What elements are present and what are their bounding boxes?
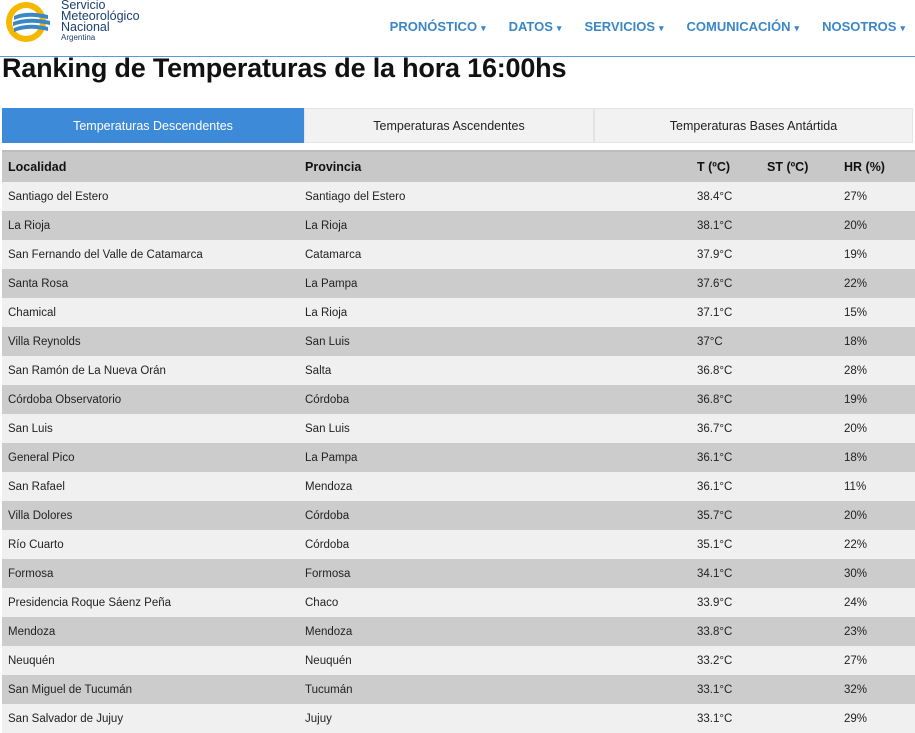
- logo-line-1: Servicio: [61, 0, 106, 12]
- provincia-cell: San Luis: [299, 414, 691, 443]
- localidad-cell: Formosa: [2, 559, 299, 588]
- provincia-cell: Córdoba: [299, 530, 691, 559]
- temperatura-cell: 36.8°C: [691, 356, 761, 385]
- tab-ascendentes[interactable]: Temperaturas Ascendentes: [304, 108, 594, 143]
- table-row: [2, 501, 915, 530]
- nav-servicios-label: SERVICIOS: [584, 19, 655, 34]
- sensacion-cell: [761, 443, 838, 472]
- temperatura-cell: 33.9°C: [691, 588, 761, 617]
- humedad-cell: 19%: [838, 240, 915, 269]
- provincia-cell: La Pampa: [299, 443, 691, 472]
- provincia-cell: Córdoba: [299, 385, 691, 414]
- table-row: [2, 530, 915, 559]
- col-header-sensacion[interactable]: ST (ºC): [761, 151, 838, 182]
- provincia-cell: La Pampa: [299, 269, 691, 298]
- table-row: [2, 588, 915, 617]
- humedad-cell: 20%: [838, 414, 915, 443]
- humedad-cell: 24%: [838, 588, 915, 617]
- humedad-cell: 18%: [838, 327, 915, 356]
- temperatura-cell: 38.4°C: [691, 182, 761, 211]
- sensacion-cell: [761, 414, 838, 443]
- localidad-cell: Río Cuarto: [2, 530, 299, 559]
- sensacion-cell: [761, 269, 838, 298]
- smn-logo[interactable]: [4, 0, 164, 44]
- table-header-row: [2, 151, 915, 182]
- localidad-cell: Presidencia Roque Sáenz Peña: [2, 588, 299, 617]
- localidad-cell: Mendoza: [2, 617, 299, 646]
- col-header-temperatura[interactable]: T (ºC): [691, 151, 761, 182]
- ranking-table-wrapper: [2, 150, 913, 733]
- ranking-tabs: [2, 108, 913, 144]
- sensacion-cell: [761, 617, 838, 646]
- chevron-down-icon: ▾: [481, 23, 486, 33]
- main-nav: [367, 19, 905, 34]
- table-row: [2, 385, 915, 414]
- provincia-cell: Catamarca: [299, 240, 691, 269]
- provincia-cell: Chaco: [299, 588, 691, 617]
- provincia-cell: Neuquén: [299, 646, 691, 675]
- nav-pronostico-label: PRONÓSTICO: [389, 19, 478, 34]
- humedad-cell: 27%: [838, 182, 915, 211]
- temperatura-cell: 33.2°C: [691, 646, 761, 675]
- table-row: [2, 704, 915, 733]
- humedad-cell: 11%: [838, 472, 915, 501]
- nav-datos-label: DATOS: [508, 19, 553, 34]
- table-body: [2, 182, 915, 733]
- nav-pronostico[interactable]: [390, 19, 486, 34]
- provincia-cell: Córdoba: [299, 501, 691, 530]
- provincia-cell: Mendoza: [299, 472, 691, 501]
- provincia-cell: San Luis: [299, 327, 691, 356]
- sensacion-cell: [761, 298, 838, 327]
- provincia-cell: Salta: [299, 356, 691, 385]
- table-row: [2, 646, 915, 675]
- localidad-cell: General Pico: [2, 443, 299, 472]
- table-row: [2, 211, 915, 240]
- localidad-cell: Santiago del Estero: [2, 182, 299, 211]
- localidad-cell: San Ramón de La Nueva Orán: [2, 356, 299, 385]
- humedad-cell: 29%: [838, 704, 915, 733]
- logo-line-3: Nacional: [61, 20, 110, 34]
- table-row: [2, 298, 915, 327]
- temperatura-cell: 35.7°C: [691, 501, 761, 530]
- temperatura-cell: 36.7°C: [691, 414, 761, 443]
- humedad-cell: 32%: [838, 675, 915, 704]
- smn-logo-icon: [4, 0, 56, 44]
- provincia-cell: Tucumán: [299, 675, 691, 704]
- sensacion-cell: [761, 675, 838, 704]
- table-row: [2, 443, 915, 472]
- humedad-cell: 15%: [838, 298, 915, 327]
- localidad-cell: San Fernando del Valle de Catamarca: [2, 240, 299, 269]
- logo-line-4: Argentina: [61, 33, 96, 42]
- table-row: [2, 559, 915, 588]
- ranking-table: [2, 150, 915, 733]
- sensacion-cell: [761, 472, 838, 501]
- provincia-cell: Santiago del Estero: [299, 182, 691, 211]
- sensacion-cell: [761, 646, 838, 675]
- sensacion-cell: [761, 356, 838, 385]
- logo-line-2: Meteorológico: [61, 9, 140, 23]
- temperatura-cell: 35.1°C: [691, 530, 761, 559]
- localidad-cell: Neuquén: [2, 646, 299, 675]
- sensacion-cell: [761, 385, 838, 414]
- table-row: [2, 617, 915, 646]
- humedad-cell: 19%: [838, 385, 915, 414]
- humedad-cell: 18%: [838, 443, 915, 472]
- site-header: [0, 0, 915, 57]
- temperatura-cell: 36.1°C: [691, 443, 761, 472]
- localidad-cell: San Miguel de Tucumán: [2, 675, 299, 704]
- humedad-cell: 20%: [838, 501, 915, 530]
- temperatura-cell: 38.1°C: [691, 211, 761, 240]
- temperatura-cell: 33.1°C: [691, 704, 761, 733]
- nav-datos[interactable]: [509, 19, 562, 34]
- humedad-cell: 22%: [838, 530, 915, 559]
- table-row: [2, 327, 915, 356]
- sensacion-cell: [761, 704, 838, 733]
- localidad-cell: Chamical: [2, 298, 299, 327]
- nav-comunicacion[interactable]: [687, 19, 800, 34]
- temperatura-cell: 36.1°C: [691, 472, 761, 501]
- col-header-provincia[interactable]: Provincia: [299, 151, 691, 182]
- table-row: [2, 356, 915, 385]
- temperatura-cell: 37.1°C: [691, 298, 761, 327]
- temperatura-cell: 33.1°C: [691, 675, 761, 704]
- sensacion-cell: [761, 501, 838, 530]
- temperatura-cell: 34.1°C: [691, 559, 761, 588]
- localidad-cell: Santa Rosa: [2, 269, 299, 298]
- humedad-cell: 23%: [838, 617, 915, 646]
- temperatura-cell: 33.8°C: [691, 617, 761, 646]
- sensacion-cell: [761, 182, 838, 211]
- table-row: [2, 472, 915, 501]
- page-title: Ranking de Temperaturas de la hora 16:00hs: [2, 53, 567, 83]
- sensacion-cell: [761, 327, 838, 356]
- humedad-cell: 30%: [838, 559, 915, 588]
- localidad-cell: San Luis: [2, 414, 299, 443]
- humedad-cell: 27%: [838, 646, 915, 675]
- provincia-cell: Jujuy: [299, 704, 691, 733]
- localidad-cell: Villa Dolores: [2, 501, 299, 530]
- sensacion-cell: [761, 559, 838, 588]
- sensacion-cell: [761, 530, 838, 559]
- provincia-cell: Formosa: [299, 559, 691, 588]
- chevron-down-icon: ▾: [900, 23, 905, 33]
- humedad-cell: 22%: [838, 269, 915, 298]
- col-header-humedad[interactable]: HR (%): [838, 151, 915, 182]
- sensacion-cell: [761, 588, 838, 617]
- chevron-down-icon: ▾: [659, 23, 664, 33]
- localidad-cell: San Rafael: [2, 472, 299, 501]
- nav-servicios[interactable]: [584, 19, 663, 34]
- logo-text: [61, 0, 140, 42]
- tab-antartida[interactable]: Temperaturas Bases Antártida: [594, 108, 913, 143]
- nav-comunicacion-label: COMUNICACIÓN: [686, 19, 791, 34]
- tab-descendentes[interactable]: Temperaturas Descendentes: [2, 108, 304, 143]
- localidad-cell: La Rioja: [2, 211, 299, 240]
- localidad-cell: Córdoba Observatorio: [2, 385, 299, 414]
- humedad-cell: 28%: [838, 356, 915, 385]
- temperatura-cell: 37.6°C: [691, 269, 761, 298]
- table-row: [2, 269, 915, 298]
- temperatura-cell: 37.9°C: [691, 240, 761, 269]
- humedad-cell: 20%: [838, 211, 915, 240]
- table-row: [2, 675, 915, 704]
- table-row: [2, 414, 915, 443]
- provincia-cell: La Rioja: [299, 211, 691, 240]
- temperatura-cell: 36.8°C: [691, 385, 761, 414]
- table-row: [2, 182, 915, 211]
- sensacion-cell: [761, 211, 838, 240]
- chevron-down-icon: ▾: [794, 23, 800, 33]
- localidad-cell: San Salvador de Jujuy: [2, 704, 299, 733]
- temperatura-cell: 37°C: [691, 327, 761, 356]
- localidad-cell: Villa Reynolds: [2, 327, 299, 356]
- nav-nosotros[interactable]: [822, 19, 905, 34]
- provincia-cell: La Rioja: [299, 298, 691, 327]
- nav-nosotros-label: NOSOTROS: [822, 19, 897, 34]
- provincia-cell: Mendoza: [299, 617, 691, 646]
- col-header-localidad[interactable]: Localidad: [2, 151, 299, 182]
- sensacion-cell: [761, 240, 838, 269]
- table-row: [2, 240, 915, 269]
- chevron-down-icon: ▾: [556, 23, 562, 33]
